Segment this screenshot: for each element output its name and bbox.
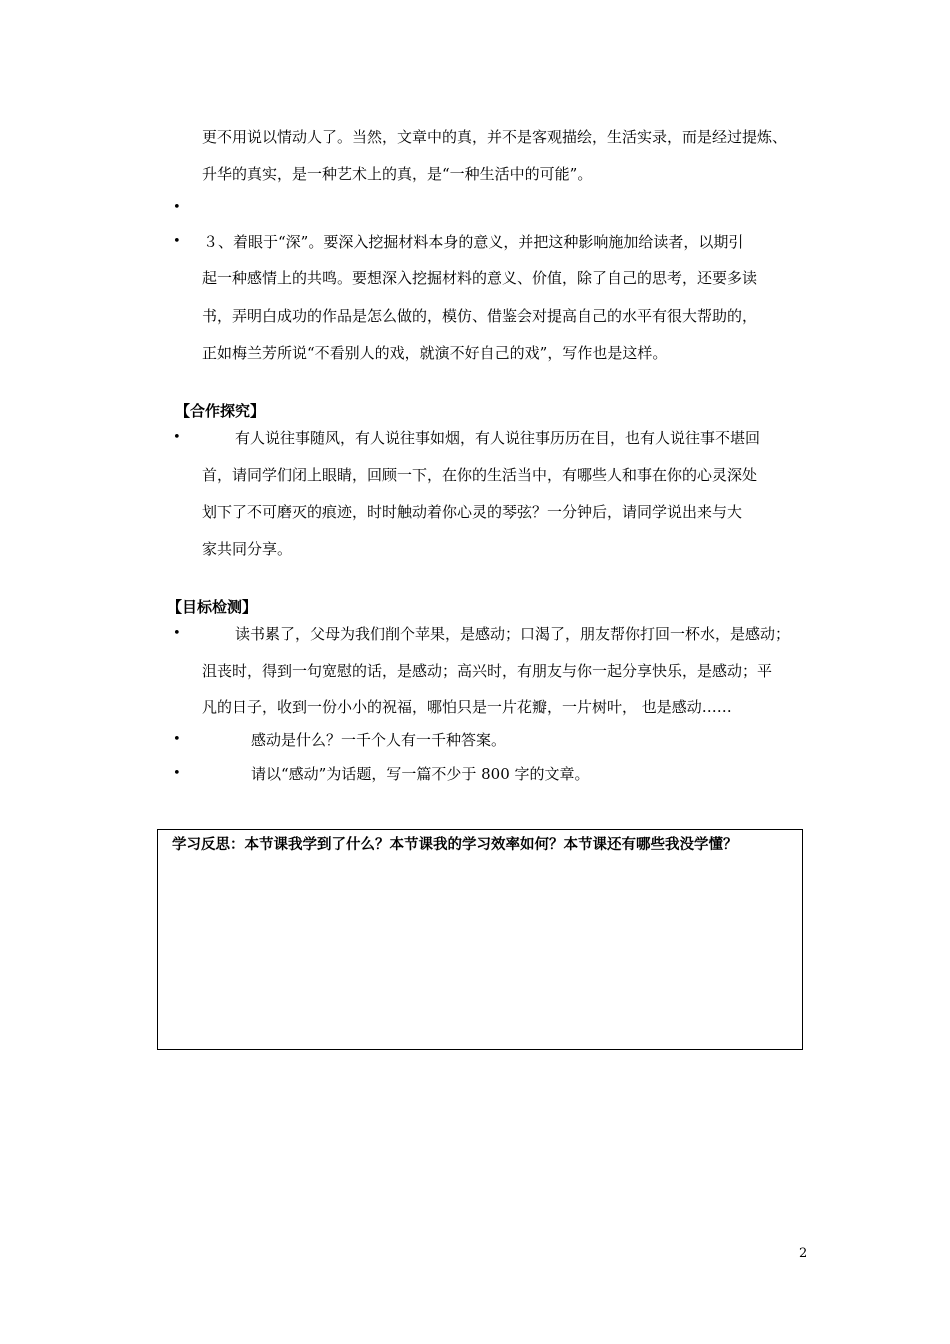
cooperation-line: 划下了不可磨灭的痕迹，时时触动着你心灵的琴弦？一分钟后，请同学说出来与大 [202,503,743,521]
task-bullet: • [173,766,181,781]
target-test-line: 读书累了，父母为我们削个苹果，是感动；口渴了，朋友帮你打回一杯水，是感动； [235,625,791,643]
point-3-line: 起一种感情上的共鸣。要想深入挖掘材料的意义、价值，除了自己的思考，还要多读 [202,269,758,287]
point-3-line: 正如梅兰芳所说“不看别人的戏，就演不好自己的戏”，写作也是这样。 [202,344,668,362]
target-test-heading: 【目标检测】 [167,598,258,616]
point-3-line: ３、着眼于“深”。要深入挖掘材料本身的意义，并把这种影响施加给读者，以期引 [203,233,744,251]
cooperation-heading: 【合作探究】 [175,402,266,420]
target-test-line: 沮丧时，得到一句宽慰的话，是感动；高兴时，有朋友与你一起分享快乐，是感动；平 [202,662,773,680]
reflection-box[interactable] [157,829,803,1050]
bullet-empty: • [173,200,181,215]
target-test-line: 凡的日子，收到一份小小的祝福，哪怕只是一片花瓣，一片树叶， 也是感动…… [202,698,732,716]
cooperation-bullet: • [173,430,181,445]
body-text-line: 升华的真实，是一种艺术上的真，是“一种生活中的可能”。 [202,165,593,183]
page-number: 2 [799,1246,808,1261]
task-text: 请以“感动”为话题，写一篇不少于 800 字的文章。 [251,765,590,783]
question-bullet: • [173,732,181,747]
body-text-line: 更不用说以情动人了。当然，文章中的真，并不是客观描绘，生活实录，而是经过提炼、 [202,128,788,146]
point-3-line: 书，弄明白成功的作品是怎么做的，模仿、借鉴会对提高自己的水平有很大帮助的， [202,307,758,325]
cooperation-line: 首，请同学们闭上眼睛，回顾一下，在你的生活当中，有哪些人和事在你的心灵深处 [202,466,758,484]
target-test-bullet: • [173,626,181,641]
cooperation-line: 家共同分享。 [202,540,293,558]
bullet-point-3: • [173,234,181,249]
question-text: 感动是什么？一千个人有一千种答案。 [251,731,507,749]
cooperation-line: 有人说往事随风，有人说往事如烟，有人说往事历历在目，也有人说往事不堪回 [235,429,761,447]
reflection-prompt: 学习反思：本节课我学到了什么？本节课我的学习效率如何？本节课还有哪些我没学懂？ [172,836,738,853]
